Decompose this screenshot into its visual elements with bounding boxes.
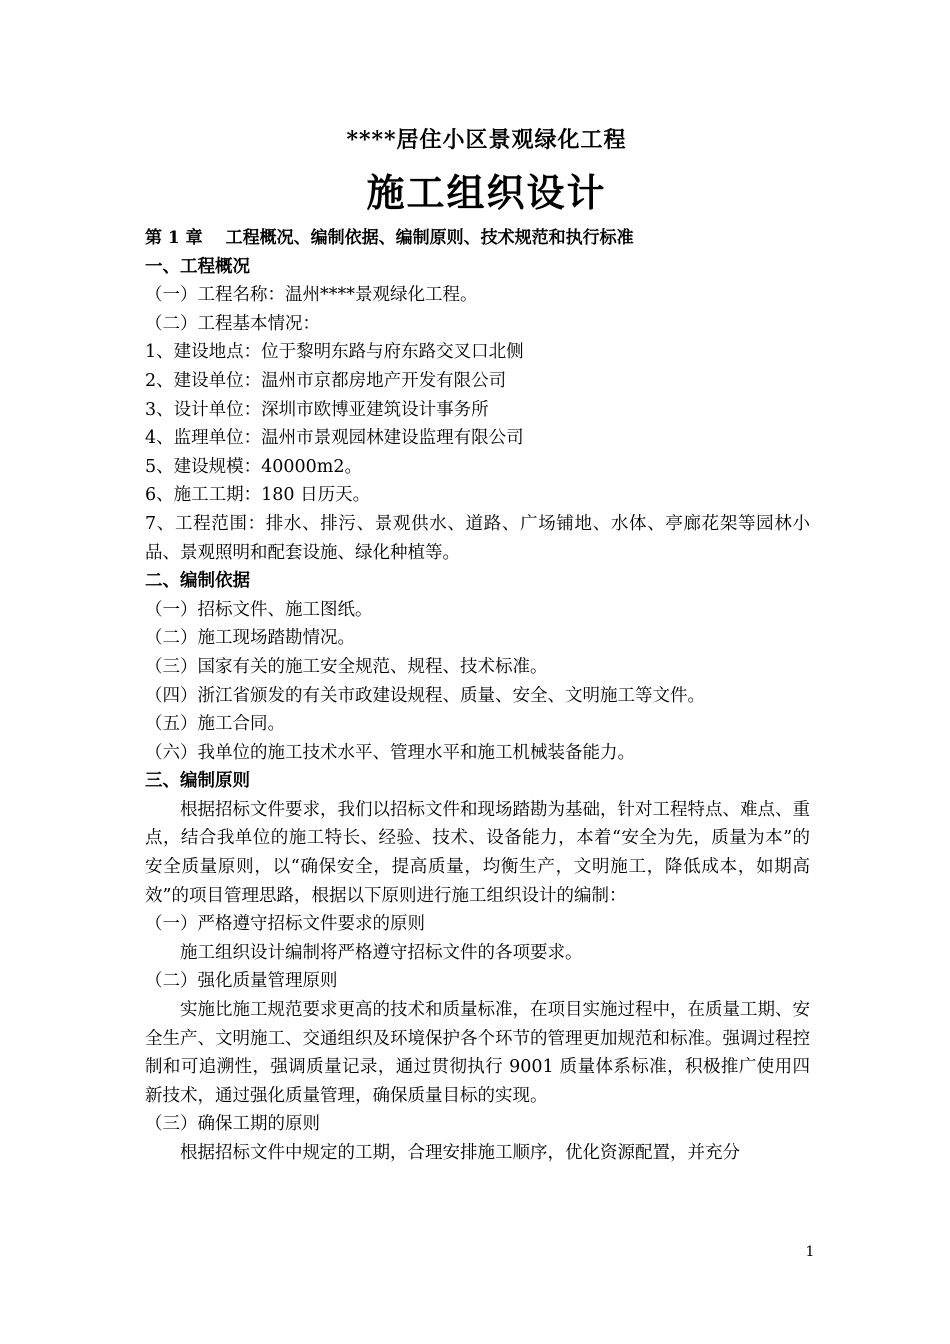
- chapter-heading: 第 1 章 工程概况、编制依据、编制原则、技术规范和执行标准: [145, 228, 634, 248]
- overview-line: 6、施工工期：180 日历天。: [145, 485, 371, 506]
- basis-line: （一）招标文件、施工图纸。: [145, 599, 373, 620]
- principle-heading: （三）确保工期的原则: [145, 1114, 320, 1135]
- principle-paragraph: 实施比施工规范要求更高的技术和质量标准，在项目实施过程中，在质量工期、安全生产、文明施工、交通组织及环境保护各个环节的管理更加规范和标准。强调过程控制和可追溯性，强调质量记录，通过贯彻执行 9001 质量体系标准，积极推广使用四新技术，通过强化质量管理，确保质量目标的实现。: [145, 1000, 810, 1106]
- overview-line: 3、设计单位：深圳市欧博亚建筑设计事务所: [145, 399, 489, 420]
- basis-line: （六）我单位的施工技术水平、管理水平和施工机械装备能力。: [145, 742, 635, 763]
- overview-line: （二）工程基本情况：: [145, 313, 320, 334]
- page-number: 1: [805, 1244, 815, 1260]
- overview-line: 5、建设规模：40000m2。: [145, 456, 363, 477]
- section-heading-basis: 二、编制依据: [145, 571, 250, 592]
- basis-line: （四）浙江省颁发的有关市政建设规程、质量、安全、文明施工等文件。: [145, 685, 705, 706]
- overview-line: 2、建设单位：温州市京都房地产开发有限公司: [145, 370, 507, 391]
- principles-intro-paragraph: 根据招标文件要求，我们以招标文件和现场踏勘为基础，针对工程特点、难点、重点，结合我单位的施工特长、经验、技术、设备能力，本着“安全为先，质量为本”的安全质量原则，以“确保安全，提高质量，均衡生产，文明施工，降低成本，如期高效”的项目管理思路，根据以下原则进行施工组织设计的编制：: [145, 799, 810, 906]
- basis-line: （五）施工合同。: [145, 714, 285, 735]
- basis-line: （三）国家有关的施工安全规范、规程、技术标准。: [145, 656, 548, 677]
- basis-line: （二）施工现场踏勘情况。: [145, 628, 355, 649]
- principle-heading: （一）严格遵守招标文件要求的原则: [145, 914, 425, 935]
- document-body: [145, 118, 810, 1168]
- overview-line: 4、监理单位：温州市景观园林建设监理有限公司: [145, 428, 524, 449]
- overview-line: （一）工程名称：温州****景观绿化工程。: [145, 285, 478, 306]
- section-heading-principles: 三、编制原则: [145, 771, 250, 792]
- section-heading-overview: 一、工程概况: [145, 256, 250, 277]
- document-subtitle: ****居住小区景观绿化工程: [346, 127, 627, 153]
- project-scope-paragraph: 7、工程范围：排水、排污、景观供水、道路、广场铺地、水体、亭廊花架等园林小品、景观照明和配套设施、绿化种植等。: [145, 513, 810, 563]
- principle-heading: （二）强化质量管理原则: [145, 971, 338, 992]
- overview-line: 1、建设地点：位于黎明东路与府东路交叉口北侧: [145, 342, 524, 363]
- principle-paragraph: 根据招标文件中规定的工期，合理安排施工顺序，优化资源配置，并充分: [180, 1143, 740, 1163]
- document-title: 施工组织设计: [366, 170, 607, 215]
- principle-paragraph: 施工组织设计编制将严格遵守招标文件的各项要求。: [180, 942, 583, 963]
